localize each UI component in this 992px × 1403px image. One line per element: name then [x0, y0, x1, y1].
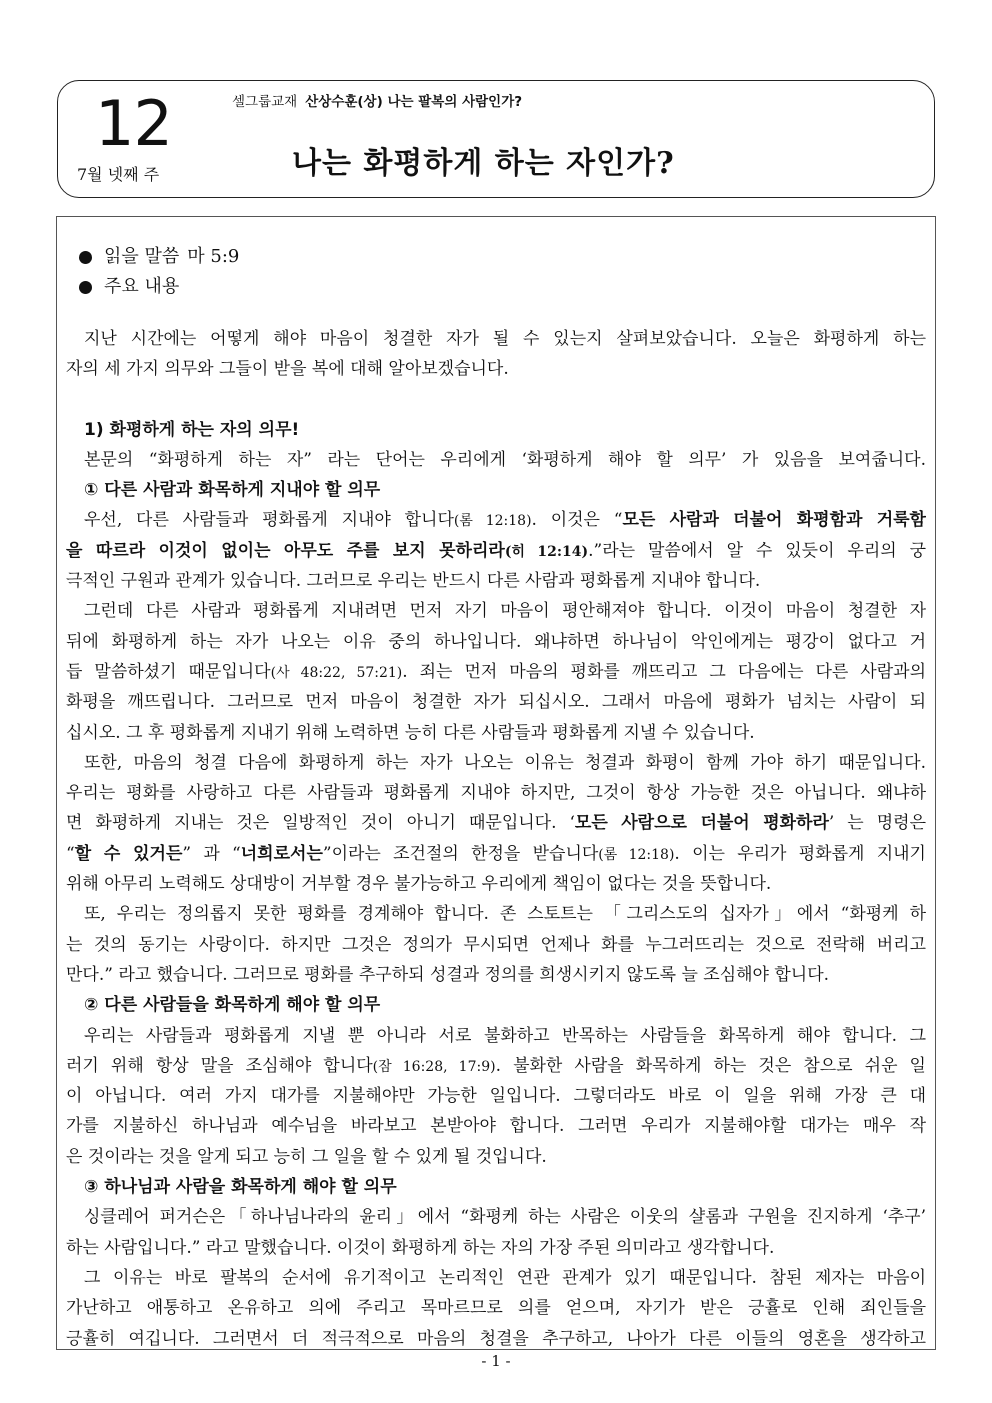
- bullet-icon: [79, 281, 92, 294]
- bullet-icon: [79, 251, 92, 264]
- text-line: 지난 시간에는 어떻게 해야 마음이 청결한 자가 될 수 있는지 살펴보았습니다. 오늘은 화평하게 하는: [84, 329, 926, 349]
- text-line: 가난하고 애통하고 온유하고 의에 주리고 목마르므로 의를 얻으며, 자기가 받은 긍휼로 인해 죄인들을: [66, 1298, 926, 1319]
- text-line: 이 아닙니다. 여러 가지 대가를 지불해야만 가능한 일입니다. 그렇더라도 바로 이 일을 위해 가장 큰 대: [66, 1086, 926, 1107]
- text-line: 가를 지불하신 하나님과 예수님을 바라보고 본받아야 합니다. 그러면 우리가 지불해야할 대가는 매우 작: [66, 1116, 926, 1137]
- text-span: . 불화한 사람을 화목하게 하는 것은 참으로 쉬운 일: [495, 1055, 926, 1076]
- page-number: - 1 -: [481, 1352, 511, 1370]
- text-span: 러기 위해 항상 말을 조심해야 합니다: [66, 1055, 373, 1076]
- series-title: 산상수훈(상) 나는 팔복의 사람인가?: [305, 94, 523, 110]
- emphasis-text: 모든 사람과 더불어 화평함과 거룩함: [622, 510, 926, 531]
- text-line: 그런데 다른 사람과 평화롭게 지내려면 먼저 자기 마음이 평안해져야 합니다. 이것이 마음이 청결한 자: [84, 601, 926, 622]
- reading-label: 읽을 말씀: [104, 246, 180, 267]
- text-line: 또한, 마음의 청결 다음에 화평하게 하는 자가 나오는 이유는 청결과 화평이 함께 가야 하기 때문입니다.: [84, 752, 926, 773]
- text-span: 면 화평하게 지내는 것은 일방적인 것이 아니기 때문입니다. ‘: [66, 813, 575, 834]
- emphasis-text: 을 따르라 이것이 없이는 아무도 주를 보지 못하리라: [66, 540, 505, 561]
- text-span: . 이것은 “: [531, 510, 623, 531]
- text-span: . 이는 우리가 평화롭게 지내기: [674, 843, 926, 864]
- text-line: 은 것이라는 것을 알게 되고 능히 그 일을 할 수 있게 될 것입니다.: [66, 1146, 547, 1167]
- text-line: 자의 세 가지 의무와 그들이 받을 복에 대해 알아보겠습니다.: [66, 359, 509, 380]
- subsection-heading: ① 다른 사람과 화목하게 지내야 할 의무: [84, 480, 381, 501]
- text-line: 화평을 깨뜨립니다. 그러므로 먼저 마음이 청결한 자가 되십시오. 그래서 마음에 평화가 넘치는 사람이 되: [66, 692, 926, 713]
- reading-ref: 마 5:9: [187, 246, 240, 267]
- text-line: 싱클레어 퍼거슨은「하나님나라의 윤리」에서 “화평케 하는 사람은 이웃의 샬롬과 구원을 진지하게 ‘추구’: [84, 1207, 926, 1228]
- subsection-heading: ③ 하나님과 사람을 화목하게 해야 할 의무: [84, 1177, 397, 1198]
- text-line: [66, 536, 926, 566]
- text-line: [66, 839, 926, 869]
- subsection-heading: ② 다른 사람들을 화목하게 해야 할 의무: [84, 995, 381, 1016]
- scripture-ref: (잠 16:28, 17:9): [372, 1058, 496, 1075]
- series-prefix: 셀그룹교재: [232, 94, 298, 110]
- text-line: 뒤에 화평하게 하는 자가 나오는 이유 중의 하나입니다. 왜냐하면 하나님이 악인에게는 평강이 없다고 거: [66, 631, 926, 652]
- text-line: [66, 808, 926, 838]
- section-heading: 1) 화평하게 하는 자의 의무!: [84, 419, 300, 440]
- text-line: 극적인 구원과 관계가 있습니다. 그러므로 우리는 반드시 다른 사람과 평화롭게 지내야 합니다.: [66, 571, 761, 592]
- scripture-ref: (히 12:14): [504, 543, 589, 560]
- scripture-ref: (롬 12:18): [598, 846, 675, 863]
- text-line: 우리는 평화를 사랑하고 다른 사람들과 평화롭게 지내야 하지만, 그것이 항상 가능한 것은 아닙니다. 왜냐하: [66, 783, 926, 804]
- lesson-number: 12: [95, 87, 172, 160]
- text-line: [66, 505, 926, 535]
- text-span: ” 과 “: [182, 843, 241, 864]
- text-line: 위해 아무리 노력해도 상대방이 거부할 경우 불가능하고 우리에게 책임이 없다는 것을 뜻합니다.: [66, 874, 772, 895]
- emphasis-text: 모든 사람으로 더불어 평화하라: [574, 813, 829, 834]
- text-line: 는 것의 동기는 사랑이다. 하지만 그것은 정의가 무시되면 언제나 화를 누그러뜨리는 것으로 전락해 버리고: [66, 934, 926, 955]
- body-text: [66, 324, 926, 1354]
- text-span: ’ 는 명령은: [828, 813, 926, 834]
- text-span: 듭 말씀하셨기 때문입니다: [66, 661, 271, 682]
- bullet-reading: [79, 242, 239, 272]
- text-span: 우선, 다른 사람들과 평화롭게 지내야 합니다: [84, 510, 454, 531]
- week-label: 7월 넷째 주: [77, 165, 160, 184]
- series-line: [232, 90, 522, 110]
- page-title: 나는 화평하게 하는 자인가?: [292, 146, 675, 181]
- text-line: 십시오. 그 후 평화롭게 지내기 위해 노력하면 능히 다른 사람들과 평화롭게 지낼 수 있습니다.: [66, 722, 755, 743]
- bullet-list: [79, 242, 239, 302]
- text-line: [66, 1051, 926, 1081]
- text-span: . 죄는 먼저 마음의 평화를 깨뜨리고 그 다음에는 다른 사람과의: [402, 661, 926, 682]
- text-line: 만다.” 라고 했습니다. 그러므로 평화를 추구하되 성결과 정의를 희생시키지 않도록 늘 조심해야 합니다.: [66, 964, 830, 985]
- text-line: 긍휼히 여깁니다. 그러면서 더 적극적으로 마음의 청결을 추구하고, 나아가 다른 이들의 영혼을 생각하고: [66, 1328, 926, 1349]
- text-span: ”이라는 조건절의 한정을 받습니다: [322, 843, 599, 864]
- text-span: “: [66, 843, 75, 864]
- emphasis-text: 너희로서는: [240, 843, 323, 864]
- text-line: 그 이유는 바로 팔복의 순서에 유기적이고 논리적인 연관 관계가 있기 때문입니다. 참된 제자는 마음이: [84, 1267, 926, 1288]
- text-line: 우리는 사람들과 평화롭게 지낼 뿐 아니라 서로 불화하고 반목하는 사람들을 화목하게 해야 합니다. 그: [84, 1025, 926, 1046]
- scripture-ref: (사 48:22, 57:21): [270, 664, 403, 681]
- emphasis-text: 할 수 있거든: [74, 843, 183, 864]
- scripture-ref: (롬 12:18): [453, 513, 532, 530]
- text-line: [66, 657, 926, 687]
- text-line: 하는 사람입니다.” 라고 말했습니다. 이것이 화평하게 하는 자의 가장 주된 의미라고 생각합니다.: [66, 1237, 775, 1258]
- bullet-summary: [79, 272, 239, 302]
- summary-label: 주요 내용: [104, 276, 180, 297]
- text-line: 또, 우리는 정의롭지 못한 평화를 경계해야 합니다. 존 스토트는 「그리스도의 십자가」에서 “화평케 하: [84, 904, 926, 925]
- text-span: .”라는 말씀에서 알 수 있듯이 우리의 궁: [588, 540, 926, 561]
- text-line: 본문의 “화평하게 하는 자” 라는 단어는 우리에게 ‘화평하게 해야 할 의무’ 가 있음을 보여줍니다.: [84, 449, 926, 470]
